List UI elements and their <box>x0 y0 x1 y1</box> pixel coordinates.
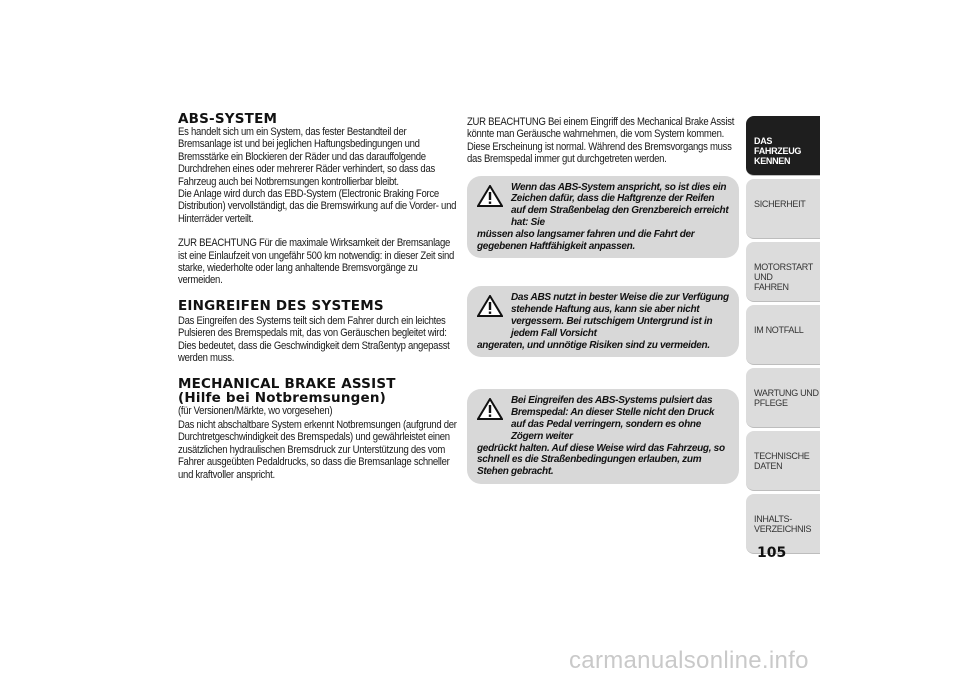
chapter-tabs <box>746 116 820 557</box>
left-column <box>178 112 460 481</box>
page-number: 105 <box>757 545 787 561</box>
warning-box-abs-response <box>467 176 739 259</box>
abs-paragraph-3: ZUR BEACHTUNG Für die maximale Wirksamkeit der Bremsanlage ist eine Einlaufzeit von ungefähr 500 km notwendig: in dieser Zeit sind starke, wiederholte oder lang anhaltende Bremsvorgänge zu vermeiden. <box>178 237 455 287</box>
warning-text-indented: Wenn das ABS-System anspricht, so ist dies ein Zeichen dafür, dass die Haftgrenze der Reifen auf dem Straßenbelag den Grenzbereich erreicht hat: Sie <box>511 181 729 229</box>
tab-label: IM NOTFALL <box>754 325 804 335</box>
tab-das-fahrzeug-kennen[interactable] <box>746 116 820 176</box>
mba-note: (für Versionen/Märkte, wo vorgesehen) <box>178 404 333 417</box>
warning-text <box>477 292 729 351</box>
tab-sicherheit[interactable] <box>746 179 820 239</box>
warning-triangle-icon <box>477 398 503 420</box>
tab-label: WARTUNG UND PFLEGE <box>754 388 819 408</box>
warning-box-abs-grip <box>467 286 739 357</box>
abs-paragraph-1: Es handelt sich um ein System, das fester Bestandteil der Bremsanlage ist und bei jeglichen Haftungsbedingungen und Bremsstärke ein Blockieren der Räder und das darauffolgende Durchdrehen eines oder mehrerer Räder verhindert, so dass das Fahrzeug auch bei Notbremsungen kontrollierbar bleibt. <box>178 126 435 188</box>
warning-text-indented: Das ABS nutzt in bester Weise die zur Verfügung stehende Haftung aus, kann sie aber nicht vergessern. Bei rutschigem Untergrund ist in jedem Fall Vorsicht <box>511 292 729 339</box>
eingreifen-paragraph: Das Eingreifen des Systems teilt sich dem Fahrer durch ein leichtes Pulsieren des Bremspedals mit, das von Geräuschen begleitet wird: Dies bedeutet, dass die Geschwindigkeit dem Straßentyp angepasst werden muss. <box>178 314 450 365</box>
eingreifen-title: EINGREIFEN DES SYSTEMS <box>178 297 384 314</box>
warning-text <box>477 182 729 253</box>
mba-paragraph: Das nicht abschaltbare System erkennt Notbremsungen (aufgrund der Durchtretgeschwindigkeit des Bremspedals) und gewährleistet einen zusätzlichen hydraulischen Bremsdruck zur Unterstützung des vom Fahrer ausgeübten Pedaldrucks, so dass die Bremsanlage schneller und kraftvoller anspricht. <box>178 418 457 481</box>
tab-label: SICHERHEIT <box>754 199 806 209</box>
right-column <box>467 116 739 484</box>
warning-text-rest: angeraten, und unnötige Risiken sind zu vermeiden. <box>477 339 710 351</box>
warning-text-rest: gedrückt halten. Auf diese Weise wird das Fahrzeug, so schnell es die Straßenbedingungen erlauben, zum Stehen gebracht. <box>477 442 725 478</box>
tab-motorstart-und-fahren[interactable] <box>746 242 820 302</box>
watermark: carmanualsonline.info <box>569 647 809 674</box>
tab-label: DAS FAHRZEUG KENNEN <box>754 136 802 166</box>
warning-text-rest: müssen also langsamer fahren und die Fahrt der gegebenen Haftfähigkeit anpassen. <box>477 228 695 252</box>
tab-label: TECHNISCHE DATEN <box>754 451 810 471</box>
warning-box-abs-pedal <box>467 389 739 484</box>
tab-technische-daten[interactable] <box>746 431 820 491</box>
tab-wartung-und-pflege[interactable] <box>746 368 820 428</box>
warning-text-indented: Bei Eingreifen des ABS-Systems pulsiert das Bremspedal: An dieser Stelle nicht den Druck auf das Pedal verringern, sondern es ohne Zögern weiter <box>511 395 715 442</box>
tab-im-notfall[interactable] <box>746 305 820 365</box>
warning-text <box>477 395 729 478</box>
warning-triangle-icon <box>477 295 503 317</box>
tab-label: INHALTS- VERZEICHNIS <box>754 514 812 534</box>
abs-title: ABS-SYSTEM <box>178 111 278 127</box>
mba-subtitle: (Hilfe bei Notbremsungen) <box>178 389 387 406</box>
tab-label: MOTORSTART UND FAHREN <box>754 262 813 292</box>
mba-title: MECHANICAL BRAKE ASSIST <box>178 375 396 392</box>
warning-triangle-icon <box>477 185 503 207</box>
mba-attention-paragraph: ZUR BEACHTUNG Bei einem Eingriff des Mechanical Brake Assist könnte man Geräusche wahrnehmen, die vom System kommen. Diese Erscheinung ist normal. Während des Bremsvorgangs muss das Bremspedal immer gut durchgetreten werden. <box>467 116 735 166</box>
abs-paragraph-2: Die Anlage wird durch das EBD-System (Electronic Braking Force Distribution) vervollständigt, das die Bremswirkung auf die Vorder- und Hinterräder verteilt. <box>178 188 457 225</box>
